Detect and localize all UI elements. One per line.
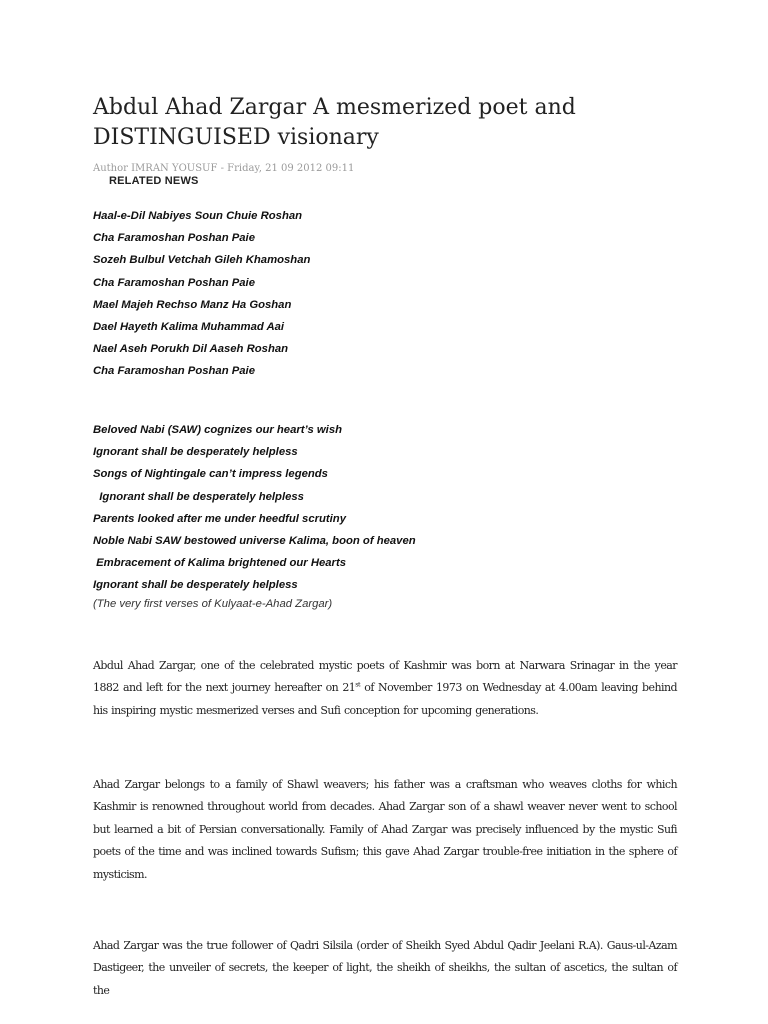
verse-line: Nael Aseh Porukh Dil Aaseh Roshan: [93, 343, 289, 356]
body-paragraph: [93, 655, 677, 722]
body-paragraph: Ahad Zargar was the true follower of Qadri Silsila (order of Sheikh Syed Abdul Qadir Jeelani R.A). Gaus-ul-Azam Dastigeer, the unveiler of secrets, the keeper of light, the sheikh of sheikhs, the sultan of ascetics, the sultan of the: [93, 939, 677, 997]
verse-translation-line: Parents looked after me under heedful scrutiny: [93, 512, 346, 525]
verse-line: Mael Majeh Rechso Manz Ha Goshan: [93, 298, 292, 311]
verses-caption: (The very first verses of Kulyaat-e-Ahad Zargar): [93, 598, 333, 610]
verses-translation: [93, 419, 677, 597]
verse-translation-line: Beloved Nabi (SAW) cognizes our heart’s wish: [93, 424, 343, 436]
verse-line: Cha Faramoshan Poshan Paie: [93, 276, 255, 289]
paragraph-text: Abdul Ahad Zargar, one of the celebrated mystic poets of Kashmir was born at Narwara Srinagar in the year 1882 and left for the next journey hereafter on 21: [93, 659, 677, 695]
verse-translation-line: Embracement of Kalima brightened our Hearts: [93, 557, 346, 570]
verse-line: Cha Faramoshan Poshan Paie: [93, 365, 255, 378]
verse-line: Cha Faramoshan Poshan Paie: [93, 232, 255, 245]
article-byline: Author IMRAN YOUSUF - Friday, 21 09 2012 09:11: [93, 163, 355, 174]
verse-translation-line: Ignorant shall be desperately helpless: [93, 579, 298, 592]
verses-original: [93, 205, 677, 383]
date-ordinal-suffix: st: [355, 680, 361, 689]
verse-line: Dael Hayeth Kalima Muhammad Aai: [93, 321, 285, 334]
article-title: Abdul Ahad Zargar A mesmerized poet and DISTINGUISED visionary: [93, 95, 576, 150]
body-paragraph: Ahad Zargar belongs to a family of Shawl weavers; his father was a craftsman who weaves cloths for which Kashmir is renowned throughout world from decades. Ahad Zargar son of a shawl weaver never went to school but learned a bit of Persian conversationally. Family of Ahad Zargar was precisely influenced by the mystic Sufi poets of the time and was inclined towards Sufism; this gave Ahad Zargar trouble-free initiation in the sphere of mysticism.: [93, 778, 677, 881]
verse-line: Sozeh Bulbul Vetchah Gileh Khamoshan: [93, 254, 311, 267]
related-news-label: RELATED NEWS: [109, 175, 199, 187]
verse-translation-line: Songs of Nightingale can’t impress legends: [93, 468, 328, 481]
verse-translation-line: Noble Nabi SAW bestowed universe Kalima, boon of heaven: [93, 535, 416, 548]
verse-line: Haal-e-Dil Nabiyes Soun Chuie Roshan: [93, 210, 303, 222]
verse-translation-line: Ignorant shall be desperately helpless: [93, 490, 304, 503]
verse-translation-line: Ignorant shall be desperately helpless: [93, 446, 298, 459]
paragraph-text: of November 1973 on Wednesday at 4.00am leaving behind his inspiring mystic mesmerized verses and Sufi conception for upcoming generations.: [93, 681, 677, 717]
